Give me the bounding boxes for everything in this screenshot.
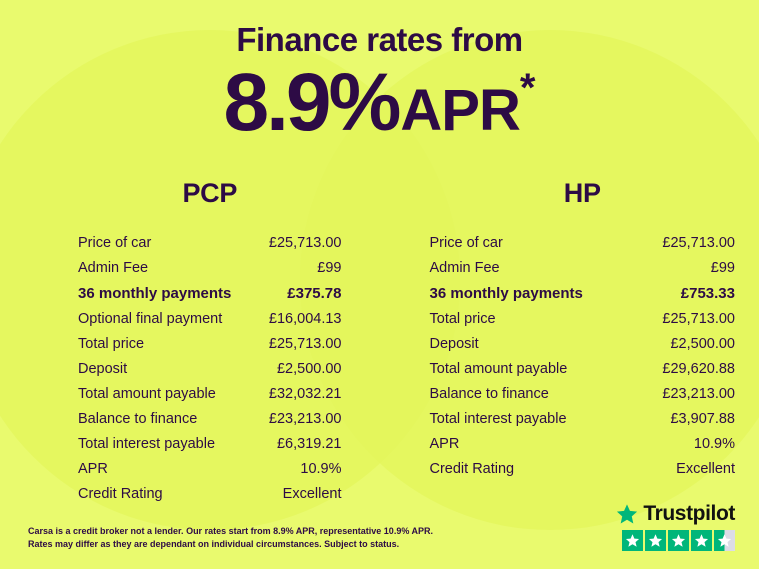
table-row bbox=[78, 357, 342, 382]
finance-table-pcp bbox=[0, 178, 380, 506]
rate-apr-label: APR bbox=[400, 78, 520, 144]
row-value: £25,713.00 bbox=[268, 235, 342, 252]
row-label: 36 monthly payments bbox=[78, 285, 232, 303]
table-row bbox=[78, 307, 342, 332]
row-label: APR bbox=[78, 460, 108, 477]
table-row bbox=[430, 231, 736, 256]
trustpilot-stars bbox=[616, 530, 735, 551]
row-label: Admin Fee bbox=[429, 260, 500, 277]
table-row bbox=[78, 231, 342, 256]
row-label: Admin Fee bbox=[78, 260, 149, 277]
table-row bbox=[78, 432, 342, 457]
row-label: Deposit bbox=[429, 335, 479, 352]
star-2-icon bbox=[645, 530, 666, 551]
headline-rate bbox=[0, 57, 759, 149]
row-label: Total amount payable bbox=[429, 360, 568, 377]
row-label: Price of car bbox=[78, 235, 152, 252]
row-label: Balance to finance bbox=[429, 385, 549, 402]
table-row bbox=[430, 256, 736, 281]
row-value: £32,032.21 bbox=[268, 385, 342, 402]
trustpilot-rating bbox=[616, 502, 735, 551]
row-label: APR bbox=[429, 435, 460, 452]
row-value: £25,713.00 bbox=[662, 310, 735, 327]
table-row bbox=[430, 357, 736, 382]
table-row bbox=[78, 457, 342, 482]
table-row bbox=[78, 281, 342, 307]
row-value: £23,213.00 bbox=[268, 410, 342, 427]
row-label: Total interest payable bbox=[78, 435, 216, 452]
row-value: £3,907.88 bbox=[670, 410, 735, 427]
table-row bbox=[78, 407, 342, 432]
star-1-icon bbox=[622, 530, 643, 551]
trustpilot-logo bbox=[616, 502, 735, 526]
disclaimer bbox=[28, 525, 433, 551]
row-label: Total interest payable bbox=[429, 410, 567, 427]
row-value: £23,213.00 bbox=[662, 385, 735, 402]
table-row bbox=[430, 457, 736, 482]
row-value: 10.9% bbox=[693, 435, 735, 452]
table-row bbox=[430, 307, 736, 332]
pcp-title: PCP bbox=[182, 178, 238, 209]
row-label: Deposit bbox=[78, 360, 128, 377]
row-label: Price of car bbox=[429, 235, 503, 252]
hp-title: HP bbox=[563, 178, 601, 209]
row-label: Optional final payment bbox=[78, 310, 223, 327]
page-title: Finance rates from bbox=[236, 21, 523, 58]
trustpilot-star-icon bbox=[616, 503, 638, 525]
table-row bbox=[430, 407, 736, 432]
table-row bbox=[78, 482, 342, 507]
row-label: Credit Rating bbox=[429, 460, 515, 477]
rate-asterisk: * bbox=[519, 66, 536, 111]
row-value: £25,713.00 bbox=[662, 235, 735, 252]
star-4-icon bbox=[691, 530, 712, 551]
row-value: Excellent bbox=[676, 460, 735, 477]
row-value: £16,004.13 bbox=[268, 310, 342, 327]
table-row bbox=[430, 281, 736, 307]
table-row bbox=[78, 382, 342, 407]
row-value: £29,620.88 bbox=[662, 360, 735, 377]
star-5-half-icon bbox=[714, 530, 735, 551]
row-label: Balance to finance bbox=[78, 410, 198, 427]
rate-number: 8.9% bbox=[223, 57, 399, 149]
row-value: £6,319.21 bbox=[276, 435, 342, 452]
row-label: Total amount payable bbox=[78, 385, 216, 402]
table-row bbox=[430, 432, 736, 457]
table-row bbox=[78, 256, 342, 281]
row-value: £25,713.00 bbox=[268, 335, 342, 352]
row-label: Total price bbox=[429, 310, 496, 327]
finance-table-hp bbox=[380, 178, 759, 506]
row-value: £99 bbox=[317, 260, 342, 277]
table-row bbox=[430, 382, 736, 407]
disclaimer-line-2: Rates may differ as they are dependant on individual circumstances. Subject to status. bbox=[28, 538, 400, 549]
star-3-icon bbox=[668, 530, 689, 551]
row-value: £2,500.00 bbox=[276, 360, 342, 377]
row-value: £2,500.00 bbox=[670, 335, 735, 352]
row-value: £753.33 bbox=[680, 285, 735, 303]
finance-tables bbox=[0, 178, 759, 506]
disclaimer-line-1: Carsa is a credit broker not a lender. Our rates start from 8.9% APR, representative 10.9% APR. bbox=[28, 525, 433, 536]
trustpilot-wordmark: Trustpilot bbox=[643, 502, 735, 525]
table-row bbox=[78, 332, 342, 357]
row-label: 36 monthly payments bbox=[429, 285, 583, 303]
table-row bbox=[430, 332, 736, 357]
row-value: 10.9% bbox=[300, 460, 342, 477]
row-value: £375.78 bbox=[287, 285, 342, 303]
row-label: Credit Rating bbox=[78, 485, 163, 502]
row-label: Total price bbox=[78, 335, 145, 352]
row-value: Excellent bbox=[282, 485, 342, 502]
row-value: £99 bbox=[710, 260, 735, 277]
